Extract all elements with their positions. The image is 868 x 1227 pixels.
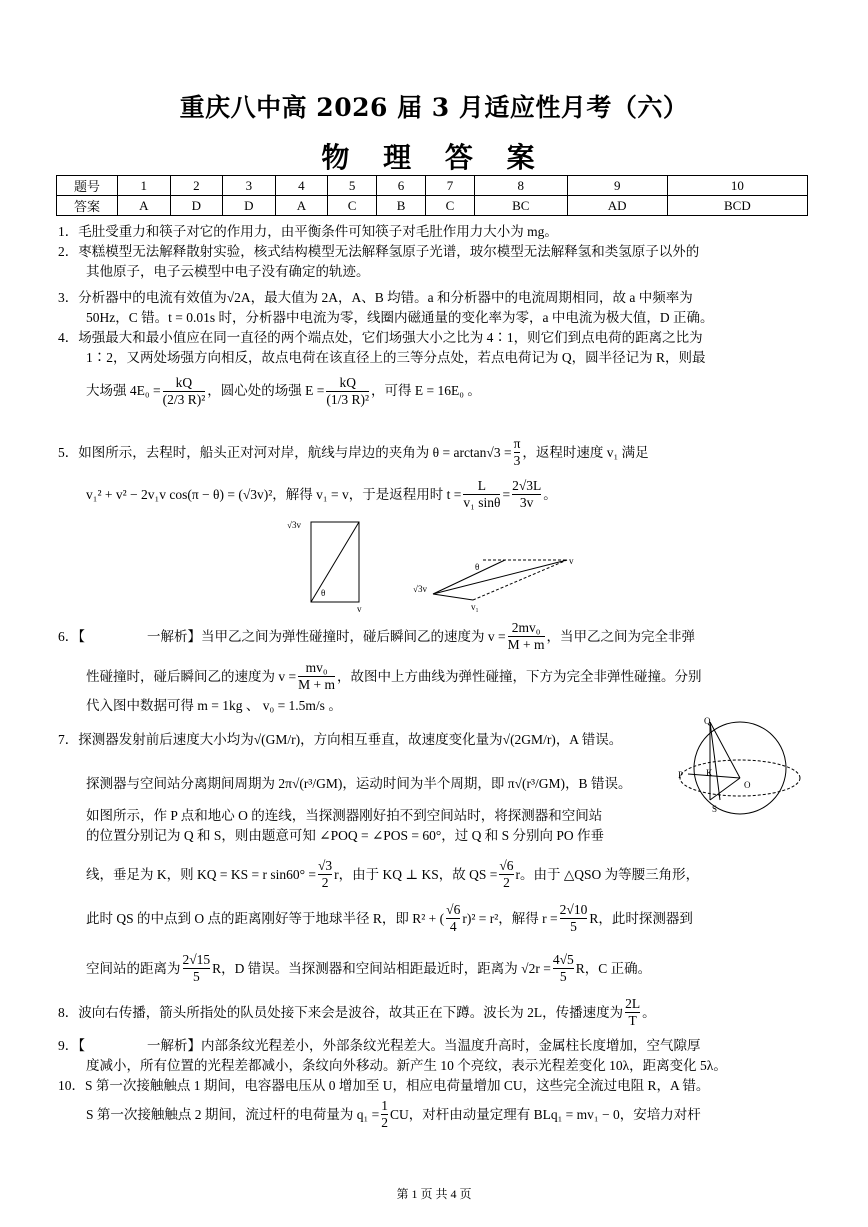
fraction bbox=[512, 478, 541, 511]
numerator: π bbox=[513, 436, 521, 451]
solution-2-line1: 2．枣糕模型无法解释散射实验，核式结构模型无法解释氢原子光谱，玻尔模型无法解释氢和类氢原子以外的 bbox=[58, 244, 700, 259]
formula-text: 此时 QS 的中点到 O 点的距离刚好等于地球半径 R，即 R² + ( bbox=[86, 910, 445, 926]
denominator: 4 bbox=[446, 918, 460, 935]
formula-text: ，A 错误。 bbox=[555, 732, 623, 747]
fig5-label: v bbox=[569, 556, 574, 566]
formula-text: 空间站的距离为 bbox=[86, 960, 181, 976]
solution-4-line1: 4．场强最大和最小值应在同一直径的两个端点处，它们场强大小之比为 4∶1，则它们到点电荷的距离之比为 bbox=[58, 330, 703, 345]
formula-text: ，方向相互垂直，故速度变化量为 bbox=[300, 732, 503, 747]
table-cell: 1 bbox=[118, 176, 171, 196]
formula-text: 。 bbox=[642, 1004, 656, 1020]
fraction bbox=[326, 375, 369, 408]
denominator: (1/3 R)² bbox=[326, 391, 370, 407]
numerator: mv₀ bbox=[305, 660, 328, 675]
denominator: 5 bbox=[553, 968, 574, 985]
numerator: L bbox=[477, 478, 487, 493]
numerator: 2√10 bbox=[559, 902, 588, 917]
fig7-label: P bbox=[678, 770, 684, 780]
table-cell: BCD bbox=[667, 196, 807, 216]
formula-text: r，由于 KQ ⊥ KS，故 QS = bbox=[334, 866, 498, 882]
table-header-cell: 题号 bbox=[57, 176, 118, 196]
table-cell: 8 bbox=[474, 176, 567, 196]
fraction bbox=[553, 952, 574, 985]
solution-10-line2 bbox=[58, 1098, 834, 1131]
table-cell: BC bbox=[474, 196, 567, 216]
formula-text: 大场强 4E₀ = bbox=[86, 383, 161, 398]
table-cell: D bbox=[170, 196, 223, 216]
solution-7-line3: 如图所示，作 P 点和地心 O 的连线，当探测器刚好拍不到空间站时，将探测器和空间站 bbox=[86, 808, 603, 823]
formula-text: 探测器与空间站分离期间周期为 2π bbox=[86, 776, 292, 791]
table-row bbox=[57, 196, 808, 216]
formula-text: 一解析】当甲乙之间为弹性碰撞时，碰后瞬间乙的速度为 v = bbox=[147, 628, 506, 644]
table-cell: A bbox=[275, 196, 328, 216]
formula-text: R，C 正确。 bbox=[575, 960, 652, 976]
solution-7-line5 bbox=[58, 858, 834, 891]
v1-line bbox=[433, 594, 473, 600]
fraction bbox=[298, 660, 335, 693]
solution-6-line2 bbox=[58, 660, 834, 693]
table-header-cell: 答案 bbox=[57, 196, 118, 216]
formula-text: ，运动时间为半个周期，即 π bbox=[342, 776, 515, 791]
return-line bbox=[433, 560, 567, 594]
table-cell: 9 bbox=[567, 176, 667, 196]
page-subtitle: 物 理 答 案 bbox=[321, 141, 547, 174]
table-cell: 5 bbox=[328, 176, 377, 196]
table-cell: 7 bbox=[426, 176, 475, 196]
table-cell: D bbox=[223, 196, 276, 216]
numerator: √6 bbox=[499, 858, 514, 873]
solution-5-line2 bbox=[58, 478, 834, 511]
numerator: kQ bbox=[175, 374, 193, 390]
formula-text: = bbox=[502, 486, 511, 502]
formula-text: ，圆心处的场强 E = bbox=[207, 383, 325, 398]
resultant-line bbox=[311, 522, 359, 602]
velocity-diagram bbox=[285, 518, 585, 614]
numerator: √3 bbox=[318, 858, 333, 873]
oq-line bbox=[710, 722, 740, 778]
fig5-label: v₁ bbox=[471, 602, 479, 612]
denominator: T bbox=[625, 1012, 640, 1029]
formula-text: 5．如图所示，去程时，船头正对河对岸，航线与岸边的夹角为 θ = arctan√3 = bbox=[58, 444, 512, 460]
numerator: 2√3L bbox=[512, 478, 542, 493]
formula-text: 7．探测器发射前后速度大小均为 bbox=[58, 732, 254, 747]
formula-text: R，D 错误。当探测器和空间站相距最近时，距离为 √2r = bbox=[212, 960, 551, 976]
solution-7-line6 bbox=[58, 902, 834, 935]
numerator: 1 bbox=[381, 1098, 388, 1113]
solution-5-line1 bbox=[58, 436, 806, 469]
table-cell: A bbox=[118, 196, 171, 216]
fraction bbox=[514, 436, 521, 469]
solution-1: 1．毛肚受重力和筷子对它的作用力，由平衡条件可知筷子对毛肚作用力大小为 mg。 bbox=[58, 224, 558, 239]
solution-6-line1 bbox=[58, 620, 806, 653]
denominator: 5 bbox=[560, 918, 588, 935]
formula-text: ，返程时速度 v₁ 满足 bbox=[522, 444, 649, 460]
fraction bbox=[381, 1098, 388, 1131]
numerator: √6 bbox=[446, 902, 461, 917]
table-cell: B bbox=[377, 196, 426, 216]
denominator: M + m bbox=[298, 677, 335, 692]
fig7-label: Q bbox=[704, 716, 711, 726]
formula-text: ，可得 E = 16E₀ 。 bbox=[371, 383, 481, 398]
fraction bbox=[446, 902, 460, 935]
formula-text: r。由于 △QSO 为等腰三角形， bbox=[515, 866, 700, 882]
formula-text: 一解析】内部条纹光程差小，外部条纹光程差大。当温度升高时，金属柱长度增加，空气隙厚 bbox=[147, 1038, 701, 1053]
solution-9-line1 bbox=[58, 1036, 806, 1056]
table-cell: C bbox=[328, 196, 377, 216]
denominator: 3v bbox=[512, 494, 541, 511]
formula-text: √(r³/GM) bbox=[514, 776, 566, 791]
fig7-label: S bbox=[712, 804, 718, 814]
formula-text: S 第一次接触触点 2 期间，流过杆的电荷量为 q₁ = bbox=[86, 1106, 380, 1122]
solution-3-line1: 3．分析器中的电流有效值为√2A，最大值为 2A，A、B 均错。a 和分析器中的电流周期相同，故 a 中频率为 bbox=[58, 290, 693, 305]
denominator: v₁ sinθ bbox=[463, 495, 501, 510]
orbit-diagram bbox=[678, 716, 808, 816]
formula-text: √(2GM/r) bbox=[502, 732, 556, 747]
denominator: 2 bbox=[381, 1115, 388, 1130]
numerator: 2mv₀ bbox=[511, 620, 541, 635]
numerator: 2√15 bbox=[182, 952, 211, 967]
formula-text: 线，垂足为 K，则 KQ = KS = r sin60° = bbox=[86, 866, 316, 882]
answer-table bbox=[56, 175, 808, 216]
table-cell: AD bbox=[567, 196, 667, 216]
table-cell: 2 bbox=[170, 176, 223, 196]
formula-text: 9．【 bbox=[58, 1038, 85, 1053]
denominator: (2/3 R)² bbox=[162, 391, 206, 407]
fig5-label: √3v bbox=[413, 584, 427, 594]
formula-text: v₁² + v² − 2v₁v cos(π − θ) = (√3v)²，解得 v₁ = v，于是返程用时 t = bbox=[86, 486, 462, 502]
denominator: 2 bbox=[318, 874, 332, 891]
formula-text: 6．【 bbox=[58, 628, 85, 644]
fig7-label: O bbox=[744, 780, 751, 790]
formula-text: ，B 错误。 bbox=[565, 776, 632, 791]
table-cell: 6 bbox=[377, 176, 426, 196]
formula-text: 8．波向右传播，箭头所指处的队员处接下来会是波谷，故其正在下蹲。波长为 2L，传播速度为 bbox=[58, 1004, 624, 1020]
fraction bbox=[318, 858, 332, 891]
formula-text: ，故图中上方曲线为弹性碰撞，下方为完全非弹性碰撞。分别 bbox=[337, 668, 702, 684]
solution-3-line2: 50Hz，C 错。t = 0.01s 时，分析器中电流为零，线圈内磁通量的变化率为零，a 中电流为极大值，D 正确。 bbox=[86, 310, 714, 325]
fraction bbox=[560, 902, 588, 935]
blank-gap bbox=[85, 1036, 147, 1056]
fig5-label: √3v bbox=[287, 520, 301, 530]
fraction bbox=[183, 952, 211, 985]
formula-text: ，当甲乙之间为完全非弹 bbox=[546, 628, 695, 644]
page-number: 第 1 页 共 4 页 bbox=[396, 1187, 472, 1201]
solution-4-line2: 1∶2，又两处场强方向相反，故点电荷在该直径上的三等分点处，若点电荷记为 Q，圆半径记为 R，则最 bbox=[86, 350, 706, 365]
numerator: 4√5 bbox=[552, 952, 574, 967]
formula-text: √(r³/GM) bbox=[291, 776, 343, 791]
solution-8 bbox=[58, 996, 806, 1029]
fig7-label: K bbox=[706, 768, 713, 778]
formula-text: r)² = r²，解得 r = bbox=[462, 910, 558, 926]
formula-text: CU，对杆由动量定理有 BLq₁ = mv₁ − 0，安培力对杆 bbox=[389, 1106, 701, 1122]
table-cell: 4 bbox=[275, 176, 328, 196]
table-cell: 3 bbox=[223, 176, 276, 196]
page-title: 重庆八中高 2026 届 3 月适应性月考（六） bbox=[179, 93, 689, 122]
solution-2-line2: 其他原子，电子云模型中电子没有确定的轨迹。 bbox=[86, 264, 370, 279]
fraction bbox=[163, 375, 206, 408]
denominator: M + m bbox=[507, 637, 545, 652]
table-cell: 10 bbox=[667, 176, 807, 196]
component-line bbox=[433, 560, 505, 594]
solution-4-line3 bbox=[58, 368, 834, 414]
po-line bbox=[688, 774, 740, 778]
denominator: 2 bbox=[499, 874, 513, 891]
fraction bbox=[463, 478, 500, 511]
denominator: 3 bbox=[513, 453, 521, 468]
numerator: 2L bbox=[625, 996, 641, 1011]
formula-text: 性碰撞时，碰后瞬间乙的速度为 v = bbox=[86, 668, 297, 684]
fraction bbox=[625, 996, 640, 1029]
solution-6-line3: 代入图中数据可得 m = 1kg 、 v₀ = 1.5m/s 。 bbox=[86, 698, 342, 713]
solution-7-line7 bbox=[58, 952, 834, 985]
fraction bbox=[499, 858, 513, 891]
fraction bbox=[508, 620, 545, 653]
table-row bbox=[57, 176, 808, 196]
fig5-label: θ bbox=[475, 562, 480, 572]
solution-10-line1: 10．S 第一次接触触点 1 期间，电容器电压从 0 增加至 U，相应电荷量增加 CU，这些完全流过电阻 R，A 错。 bbox=[58, 1078, 710, 1093]
numerator: kQ bbox=[339, 374, 356, 390]
fig5-label: v bbox=[357, 604, 362, 614]
fig5-label: θ bbox=[321, 588, 326, 598]
denominator: 5 bbox=[183, 968, 211, 985]
formula-text: R，此时探测器到 bbox=[589, 910, 693, 926]
os-line bbox=[710, 778, 740, 800]
solution-9-line2: 度减小，所有位置的光程差都减小，条纹向外移动。新产生 10 个亮纹，表示光程差变化 10λ，距离变化 5λ。 bbox=[86, 1058, 727, 1073]
formula-text: 。 bbox=[543, 486, 557, 502]
formula-text: √(GM/r) bbox=[253, 732, 301, 747]
table-cell: C bbox=[426, 196, 475, 216]
solution-7-line4: 的位置分别记为 Q 和 S，则由题意可知 ∠POQ = ∠POS = 60°，过 Q 和 S 分别向 PO 作垂 bbox=[86, 828, 605, 843]
